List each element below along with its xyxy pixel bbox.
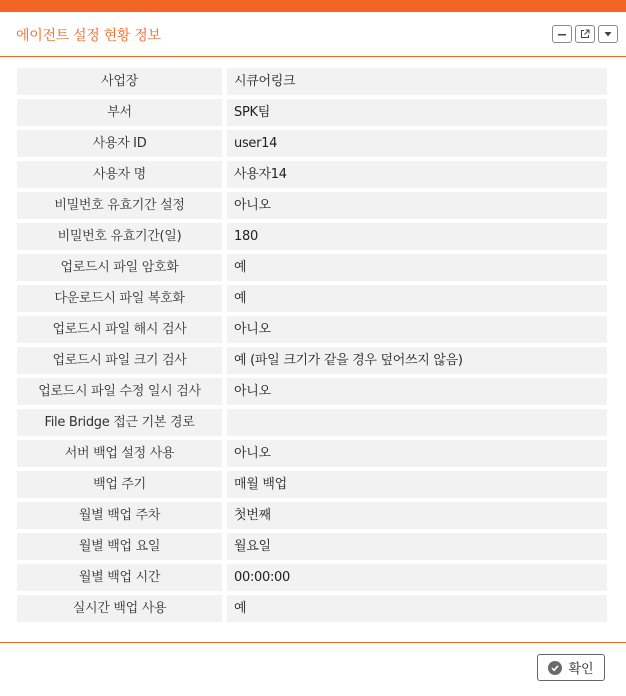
- row-value: user14: [227, 130, 607, 157]
- confirm-button-label: 확인: [568, 662, 594, 677]
- row-label: 사용자 명: [17, 161, 222, 188]
- row-label: 사업장: [17, 68, 222, 95]
- table-row: [17, 161, 607, 188]
- row-label: 업로드시 파일 해시 검사: [17, 316, 222, 343]
- row-label: 다운로드시 파일 복호화: [17, 285, 222, 312]
- dropdown-icon: [603, 29, 613, 39]
- dialog-header: [0, 12, 626, 57]
- row-value: 첫번째: [227, 502, 607, 529]
- row-value: 아니오: [227, 316, 607, 343]
- row-label: 비밀번호 유효기간(일): [17, 223, 222, 250]
- row-label: 업로드시 파일 수정 일시 검사: [17, 378, 222, 405]
- row-label: 사용자 ID: [17, 130, 222, 157]
- table-row: [17, 564, 607, 591]
- row-label: 서버 백업 설정 사용: [17, 440, 222, 467]
- row-label: File Bridge 접근 기본 경로: [17, 409, 222, 436]
- top-accent-bar: [0, 0, 626, 12]
- row-value: 사용자14: [227, 161, 607, 188]
- row-value: [227, 409, 607, 436]
- table-row: [17, 316, 607, 343]
- row-label: 백업 주기: [17, 471, 222, 498]
- row-value: 180: [227, 223, 607, 250]
- popout-icon: [580, 29, 590, 39]
- row-value: 예 (파일 크기가 같을 경우 덮어쓰지 않음): [227, 347, 607, 374]
- row-label: 부서: [17, 99, 222, 126]
- table-row: [17, 223, 607, 250]
- dialog-title: 에이전트 설정 현황 정보: [16, 28, 161, 44]
- row-value: 아니오: [227, 192, 607, 219]
- table-row: [17, 595, 607, 622]
- row-label: 월별 백업 시간: [17, 564, 222, 591]
- row-value: SPK팀: [227, 99, 607, 126]
- row-value: 아니오: [227, 440, 607, 467]
- table-row: [17, 254, 607, 281]
- check-circle-icon: [548, 661, 562, 675]
- confirm-button[interactable]: [537, 654, 605, 681]
- table-row: [17, 347, 607, 374]
- row-value: 예: [227, 285, 607, 312]
- table-row: [17, 130, 607, 157]
- table-row: [17, 533, 607, 560]
- table-row: [17, 378, 607, 405]
- header-buttons: [552, 25, 618, 43]
- row-value: 예: [227, 254, 607, 281]
- settings-table: [17, 68, 607, 626]
- row-label: 실시간 백업 사용: [17, 595, 222, 622]
- footer-divider: [0, 642, 626, 643]
- table-row: [17, 68, 607, 95]
- table-row: [17, 285, 607, 312]
- row-label: 월별 백업 요일: [17, 533, 222, 560]
- row-label: 비밀번호 유효기간 설정: [17, 192, 222, 219]
- row-value: 시큐어링크: [227, 68, 607, 95]
- table-row: [17, 99, 607, 126]
- minimize-icon: [557, 29, 567, 39]
- row-label: 월별 백업 주차: [17, 502, 222, 529]
- table-row: [17, 502, 607, 529]
- table-row: [17, 192, 607, 219]
- minimize-button[interactable]: [552, 25, 572, 43]
- dropdown-button[interactable]: [598, 25, 618, 43]
- row-value: 매월 백업: [227, 471, 607, 498]
- table-row: [17, 409, 607, 436]
- popout-button[interactable]: [575, 25, 595, 43]
- row-value: 예: [227, 595, 607, 622]
- table-row: [17, 440, 607, 467]
- table-row: [17, 471, 607, 498]
- row-label: 업로드시 파일 크기 검사: [17, 347, 222, 374]
- row-value: 월요일: [227, 533, 607, 560]
- row-label: 업로드시 파일 암호화: [17, 254, 222, 281]
- row-value: 00:00:00: [227, 564, 607, 591]
- row-value: 아니오: [227, 378, 607, 405]
